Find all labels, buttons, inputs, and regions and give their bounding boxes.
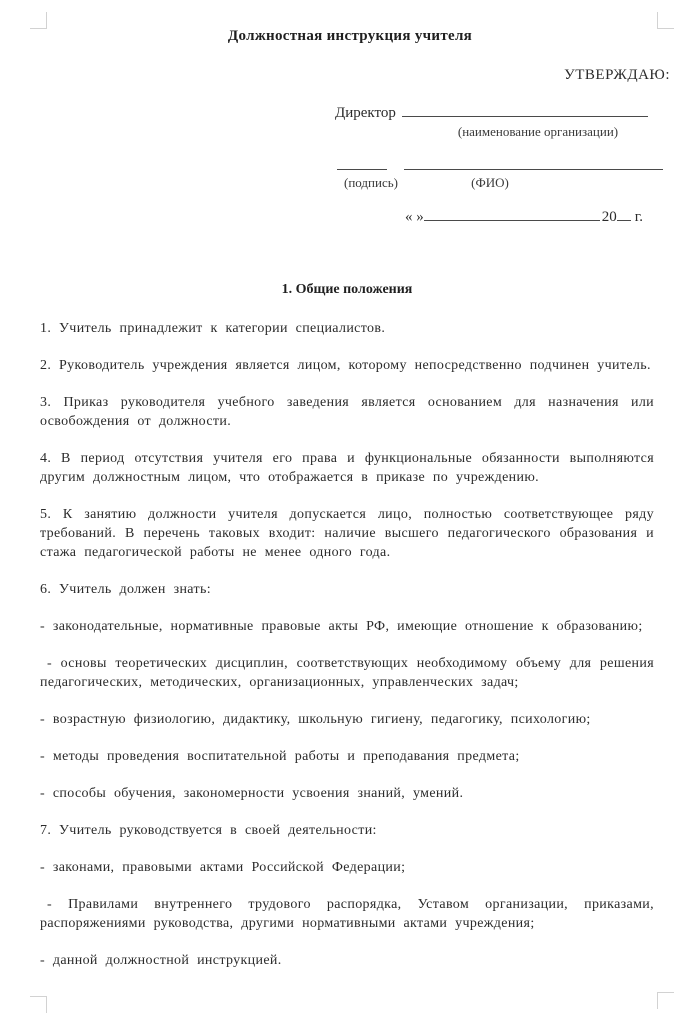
paragraph: 5. К занятию должности учителя допускается лицо, полностью соответствующее ряду требований. В перечень таковых входит: наличие высшего педагогического образования и стажа педагогической работы не менее одного года.	[40, 507, 654, 560]
paragraph: 1. Учитель принадлежит к категории специалистов.	[40, 321, 386, 336]
approve-label: УТВЕРЖДАЮ:	[564, 67, 670, 83]
year-blank-line	[617, 206, 631, 221]
fio-blank-line	[404, 169, 663, 170]
paragraph: - законами, правовыми актами Российской Федерации;	[40, 860, 406, 875]
paragraph: 3. Приказ руководителя учебного заведения является основанием для назначения или освобождения от должности.	[40, 395, 654, 429]
director-blank-line	[402, 102, 648, 117]
paragraph: 7. Учитель руководствуется в своей деятельности:	[40, 823, 377, 838]
signature-blank-line	[337, 169, 387, 170]
paragraph: 4. В период отсутствия учителя его права и функциональные обязанности выполняются другим должностным лицом, что отображается в приказе по учреждению.	[40, 451, 654, 485]
paragraph: 6. Учитель должен знать:	[40, 582, 211, 597]
director-row	[335, 102, 648, 122]
paragraph: - методы проведения воспитательной работы и преподавания предмета;	[40, 749, 520, 764]
fio-caption: (ФИО)	[471, 175, 509, 190]
paragraph: 2. Руководитель учреждения является лицом, которому непосредственно подчинен учитель.	[40, 358, 651, 373]
year-label: 20	[601, 209, 617, 225]
paragraph: - возрастную физиологию, дидактику, школьную гигиену, педагогику, психологию;	[40, 712, 591, 727]
document-body	[40, 282, 654, 988]
paragraph: - данной должностной инструкцией.	[40, 953, 282, 968]
paragraph: - способы обучения, закономерности усвоения знаний, умений.	[40, 786, 464, 801]
document-title: Должностная инструкция учителя	[227, 28, 473, 44]
date-blank-line	[424, 206, 600, 221]
signature-caption: (подпись)	[344, 175, 398, 190]
director-label: Директор	[335, 105, 396, 121]
crop-mark-bottom-right	[657, 992, 674, 1009]
date-quotes: « »	[405, 209, 424, 225]
date-row	[405, 206, 643, 226]
year-suffix-label: г.	[634, 209, 643, 225]
paragraph: - законодательные, нормативные правовые акты РФ, имеющие отношение к образованию;	[40, 619, 643, 634]
section-heading: 1. Общие положения	[281, 282, 413, 297]
paragraph: - Правилами внутреннего трудового распорядка, Уставом организации, приказами, распоряжениями руководства, другими нормативными актами учреждения;	[40, 897, 654, 931]
crop-mark-top-left	[30, 12, 47, 29]
org-name-caption: (наименование организации)	[457, 124, 619, 139]
crop-mark-bottom-left	[30, 996, 47, 1013]
crop-mark-top-right	[657, 12, 674, 29]
paragraph: - основы теоретических дисциплин, соответствующих необходимому объему для решения педагогических, методических, организационных, управленческих задач;	[40, 656, 654, 690]
